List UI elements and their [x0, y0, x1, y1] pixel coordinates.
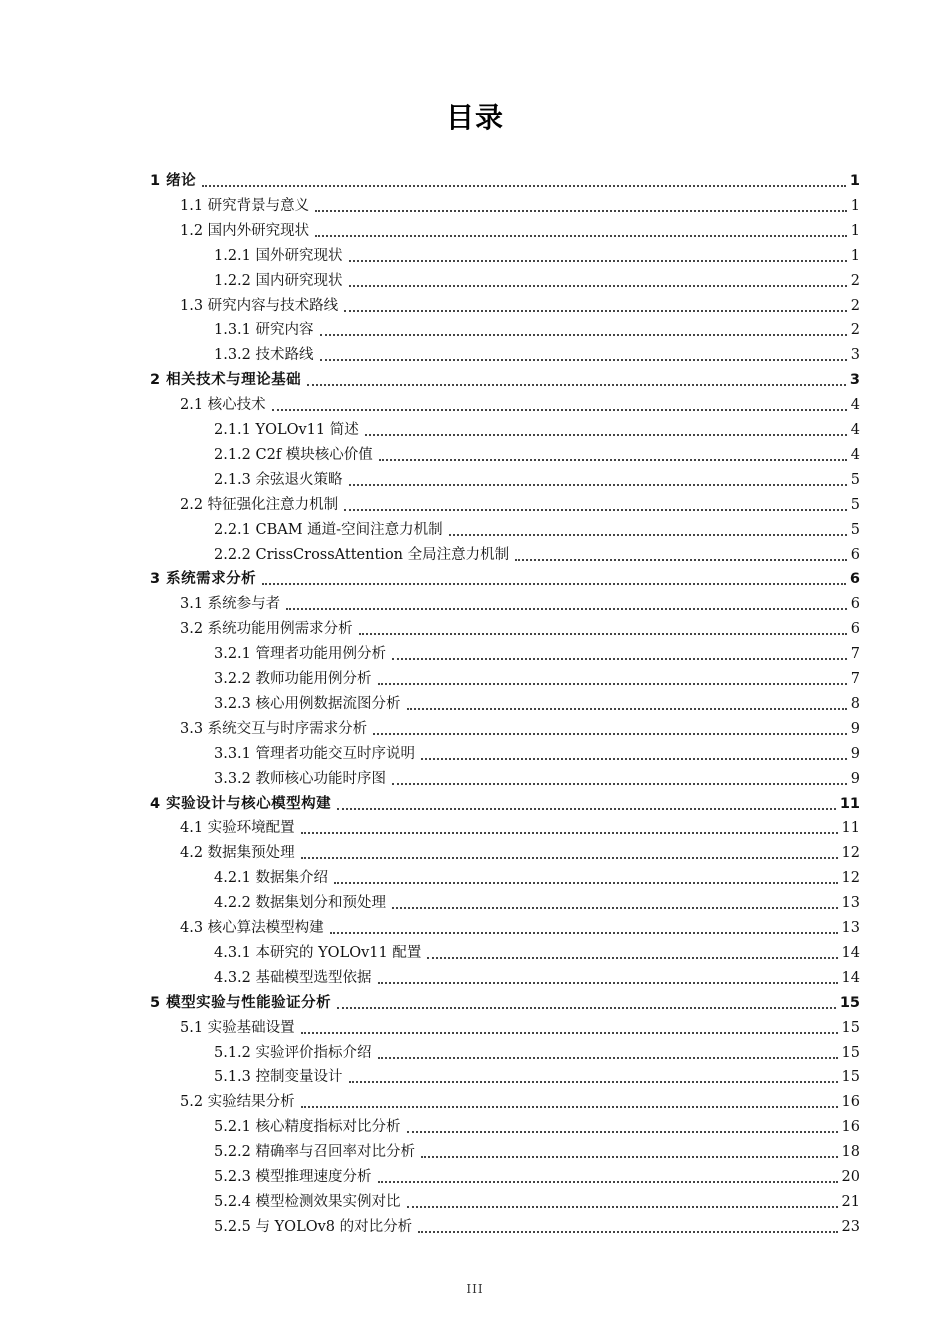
toc-entry-label: 1.2.2 国内研究现状 — [214, 272, 343, 289]
toc-entry-page: 11 — [841, 820, 860, 837]
toc-entry[interactable] — [180, 193, 860, 215]
toc-entry-label: 3.3.2 教师核心功能时序图 — [214, 770, 387, 787]
toc-entry[interactable] — [214, 517, 860, 539]
toc-entry-label: 4.3.2 基础模型选型依据 — [214, 969, 372, 986]
toc-entry-page: 12 — [841, 870, 860, 887]
toc-entry-label: 2.2.1 CBAM 通道-空间注意力机制 — [214, 521, 443, 538]
toc-entry[interactable] — [180, 218, 860, 240]
toc-leader-dots — [407, 707, 847, 710]
toc-entry-label: 2.2.2 CrissCrossAttention 全局注意力机制 — [214, 546, 510, 563]
toc-entry-label: 3.1 系统参与者 — [180, 596, 281, 613]
toc-leader-dots — [407, 1130, 838, 1133]
toc-entry[interactable] — [214, 766, 860, 788]
toc-entry-label: 5.2.4 模型检测效果实例对比 — [214, 1193, 401, 1210]
toc-entry[interactable] — [214, 243, 860, 265]
toc-leader-dots — [378, 1180, 838, 1183]
toc-entry[interactable] — [214, 641, 860, 663]
toc-entry[interactable] — [180, 293, 860, 315]
toc-entry[interactable] — [180, 1015, 860, 1037]
toc-leader-dots — [349, 483, 847, 486]
toc-entry[interactable] — [214, 890, 860, 912]
toc-entry[interactable] — [214, 467, 860, 489]
toc-entry-label: 3.3 系统交互与时序需求分析 — [180, 720, 368, 737]
toc-entry-page: 6 — [850, 546, 860, 563]
toc-leader-dots — [301, 831, 838, 834]
toc-leader-dots — [272, 408, 847, 411]
toc-leader-dots — [349, 284, 847, 287]
toc-entry[interactable] — [180, 1089, 860, 1111]
toc-entry-label: 2.2 特征强化注意力机制 — [180, 496, 339, 513]
toc-entry-label: 4 实验设计与核心模型构建 — [150, 795, 332, 812]
toc-entry-label: 5.2.2 精确率与召回率对比分析 — [214, 1144, 416, 1161]
toc-leader-dots — [365, 433, 847, 436]
toc-entry-label: 3.2 系统功能用例需求分析 — [180, 621, 353, 638]
toc-entry-label: 4.1 实验环境配置 — [180, 820, 295, 837]
toc-leader-dots — [334, 881, 838, 884]
toc-entry[interactable] — [214, 1064, 860, 1086]
toc-entry-label: 1.2 国内外研究现状 — [180, 222, 310, 239]
toc-entry[interactable] — [150, 990, 860, 1012]
toc-entry-label: 1.3 研究内容与技术路线 — [180, 297, 339, 314]
toc-entry-page: 1 — [850, 222, 860, 239]
toc-entry-page: 7 — [850, 671, 860, 687]
toc-entry[interactable] — [214, 1164, 860, 1186]
toc-entry-label: 1 绪论 — [150, 173, 197, 189]
toc-entry[interactable] — [180, 616, 860, 638]
toc-entry[interactable] — [180, 492, 860, 514]
toc-entry-label: 4.3.1 本研究的 YOLOv11 配置 — [214, 944, 422, 961]
toc-entry[interactable] — [150, 367, 860, 389]
toc-entry-page: 3 — [850, 347, 860, 364]
toc-leader-dots — [418, 1230, 837, 1233]
toc-entry-page: 2 — [850, 272, 860, 289]
toc-entry[interactable] — [214, 342, 860, 364]
toc-leader-dots — [427, 956, 837, 959]
toc-entry-label: 1.2.1 国外研究现状 — [214, 247, 343, 264]
toc-entry[interactable] — [150, 168, 860, 190]
toc-leader-dots — [392, 782, 847, 785]
toc-entry-label: 3.3.1 管理者功能交互时序说明 — [214, 745, 416, 762]
toc-entry[interactable] — [214, 442, 860, 464]
toc-entry-label: 3.2.1 管理者功能用例分析 — [214, 646, 387, 663]
toc-leader-dots — [315, 234, 847, 237]
toc-entry-label: 2 相关技术与理论基础 — [150, 372, 302, 389]
toc-entry-page: 13 — [841, 895, 860, 912]
toc-entry-label: 1.1 研究背景与意义 — [180, 197, 310, 214]
toc-entry[interactable] — [214, 542, 860, 564]
toc-entry-page: 21 — [841, 1193, 860, 1210]
toc-entry-label: 5.2.1 核心精度指标对比分析 — [214, 1119, 401, 1136]
toc-leader-dots — [315, 209, 847, 212]
toc-entry-page: 18 — [841, 1144, 860, 1161]
toc-entry-page: 1 — [850, 247, 860, 264]
toc-entry-label: 5.1.3 控制变量设计 — [214, 1069, 343, 1086]
toc-leader-dots — [344, 508, 847, 511]
toc-leader-dots — [373, 732, 847, 735]
toc-entry-label: 5 模型实验与性能验证分析 — [150, 994, 332, 1011]
toc-entry-page: 1 — [849, 173, 860, 189]
toc-entry-page: 9 — [850, 770, 860, 787]
toc-leader-dots — [286, 607, 847, 610]
toc-entry-page: 3 — [849, 372, 860, 389]
toc-entry-label: 5.2.5 与 YOLOv8 的对比分析 — [214, 1218, 413, 1235]
toc-leader-dots — [330, 931, 838, 934]
toc-leader-dots — [320, 333, 847, 336]
toc-entry-page: 16 — [841, 1119, 860, 1136]
page-number-footer: III — [466, 1282, 484, 1296]
toc-entry-label: 4.2 数据集预处理 — [180, 845, 295, 862]
toc-entry-page: 15 — [839, 994, 860, 1011]
toc-leader-dots — [344, 309, 847, 312]
toc-entry[interactable] — [180, 716, 860, 738]
toc-leader-dots — [378, 682, 847, 685]
toc-entry-label: 2.1.1 YOLOv11 简述 — [214, 422, 359, 438]
toc-entry-label: 1.3.2 技术路线 — [214, 347, 314, 364]
toc-entry-page: 2 — [850, 322, 860, 339]
toc-entry[interactable] — [214, 1189, 860, 1211]
toc-leader-dots — [421, 1155, 838, 1158]
toc-entry[interactable] — [150, 566, 860, 588]
toc-leader-dots — [449, 533, 847, 536]
toc-entry-page: 4 — [850, 422, 860, 438]
toc-leader-dots — [337, 807, 836, 810]
toc-entry[interactable] — [214, 1040, 860, 1062]
toc-entry-page: 14 — [841, 944, 860, 961]
toc-leader-dots — [262, 582, 846, 585]
toc-entry[interactable] — [180, 815, 860, 837]
toc-entry-page: 11 — [839, 795, 860, 812]
toc-entry[interactable] — [214, 741, 860, 763]
toc-leader-dots — [337, 1006, 836, 1009]
toc-entry-page: 15 — [841, 1044, 860, 1061]
toc-entry[interactable] — [180, 591, 860, 613]
toc-leader-dots — [378, 981, 838, 984]
toc-entry[interactable] — [214, 1214, 860, 1236]
toc-entry[interactable] — [214, 691, 860, 713]
toc-entry-page: 14 — [841, 969, 860, 986]
toc-leader-dots — [349, 259, 847, 262]
toc-entry-label: 5.1.2 实验评价指标介绍 — [214, 1044, 372, 1061]
toc-entry[interactable] — [180, 840, 860, 862]
toc-entry[interactable] — [180, 915, 860, 937]
toc-entry-page: 15 — [841, 1019, 860, 1036]
toc-entry-page: 6 — [850, 596, 860, 613]
toc-entry[interactable] — [214, 666, 860, 688]
toc-entry-page: 5 — [850, 496, 860, 513]
toc-entry[interactable] — [214, 865, 860, 887]
toc-leader-dots — [301, 1105, 838, 1108]
toc-leader-dots — [379, 458, 847, 461]
toc-entry-page: 9 — [850, 720, 860, 737]
toc-entry-label: 5.2.3 模型推理速度分析 — [214, 1169, 372, 1185]
toc-leader-dots — [378, 1056, 838, 1059]
toc-entry-page: 13 — [841, 920, 860, 936]
toc-title: 目录 — [445, 101, 504, 134]
toc-leader-dots — [320, 358, 847, 361]
toc-leader-dots — [307, 383, 846, 386]
toc-entry[interactable] — [214, 940, 860, 962]
toc-entry-label: 4.3 核心算法模型构建 — [180, 920, 324, 936]
toc-entry-page: 5 — [850, 521, 860, 538]
toc-entry-page: 6 — [849, 571, 860, 588]
toc-leader-dots — [301, 856, 838, 859]
toc-entry[interactable] — [214, 965, 860, 987]
toc-leader-dots — [202, 184, 846, 187]
toc-entry-label: 2.1 核心技术 — [180, 397, 266, 414]
toc-leader-dots — [392, 906, 838, 909]
toc-entry-label: 4.2.1 数据集介绍 — [214, 870, 329, 887]
toc-entry[interactable] — [150, 791, 860, 813]
toc-leader-dots — [407, 1205, 838, 1208]
toc-entry-label: 5.2 实验结果分析 — [180, 1094, 295, 1111]
toc-leader-dots — [392, 657, 847, 660]
toc-entry[interactable] — [214, 268, 860, 290]
toc-entry-page: 5 — [850, 471, 860, 488]
toc-leader-dots — [421, 757, 847, 760]
toc-entry-page: 7 — [850, 646, 860, 663]
toc-leader-dots — [359, 632, 847, 635]
toc-entry-page: 4 — [850, 397, 860, 414]
toc-entry-page: 15 — [841, 1069, 860, 1086]
toc-entry-label: 3.2.3 核心用例数据流图分析 — [214, 695, 401, 712]
toc-entry-page: 20 — [841, 1169, 860, 1185]
toc-entry-label: 2.1.2 C2f 模块核心价值 — [214, 446, 373, 463]
toc-entry[interactable] — [214, 1114, 860, 1136]
toc-entry-page: 6 — [850, 621, 860, 638]
toc-entry-page: 4 — [850, 446, 860, 463]
toc-entry-label: 4.2.2 数据集划分和预处理 — [214, 895, 387, 912]
toc-entry-label: 3.2.2 教师功能用例分析 — [214, 671, 372, 687]
toc-entry-page: 12 — [841, 845, 860, 862]
toc-entry-label: 5.1 实验基础设置 — [180, 1019, 295, 1036]
toc-entry-label: 3 系统需求分析 — [150, 571, 257, 588]
toc-leader-dots — [349, 1080, 838, 1083]
toc-entry-page: 2 — [850, 297, 860, 314]
toc-entry[interactable] — [214, 417, 860, 439]
toc-entry-page: 8 — [850, 695, 860, 712]
toc-leader-dots — [515, 558, 847, 561]
toc-entry[interactable] — [214, 1139, 860, 1161]
toc-entry-label: 2.1.3 余弦退火策略 — [214, 471, 343, 488]
toc-entry-page: 9 — [850, 745, 860, 762]
toc-entry[interactable] — [180, 392, 860, 414]
toc-entry-page: 16 — [841, 1094, 860, 1111]
toc-entry[interactable] — [214, 317, 860, 339]
toc-leader-dots — [301, 1031, 838, 1034]
toc-entry-page: 23 — [841, 1218, 860, 1235]
toc-entry-label: 1.3.1 研究内容 — [214, 322, 314, 339]
toc-entry-page: 1 — [850, 197, 860, 214]
